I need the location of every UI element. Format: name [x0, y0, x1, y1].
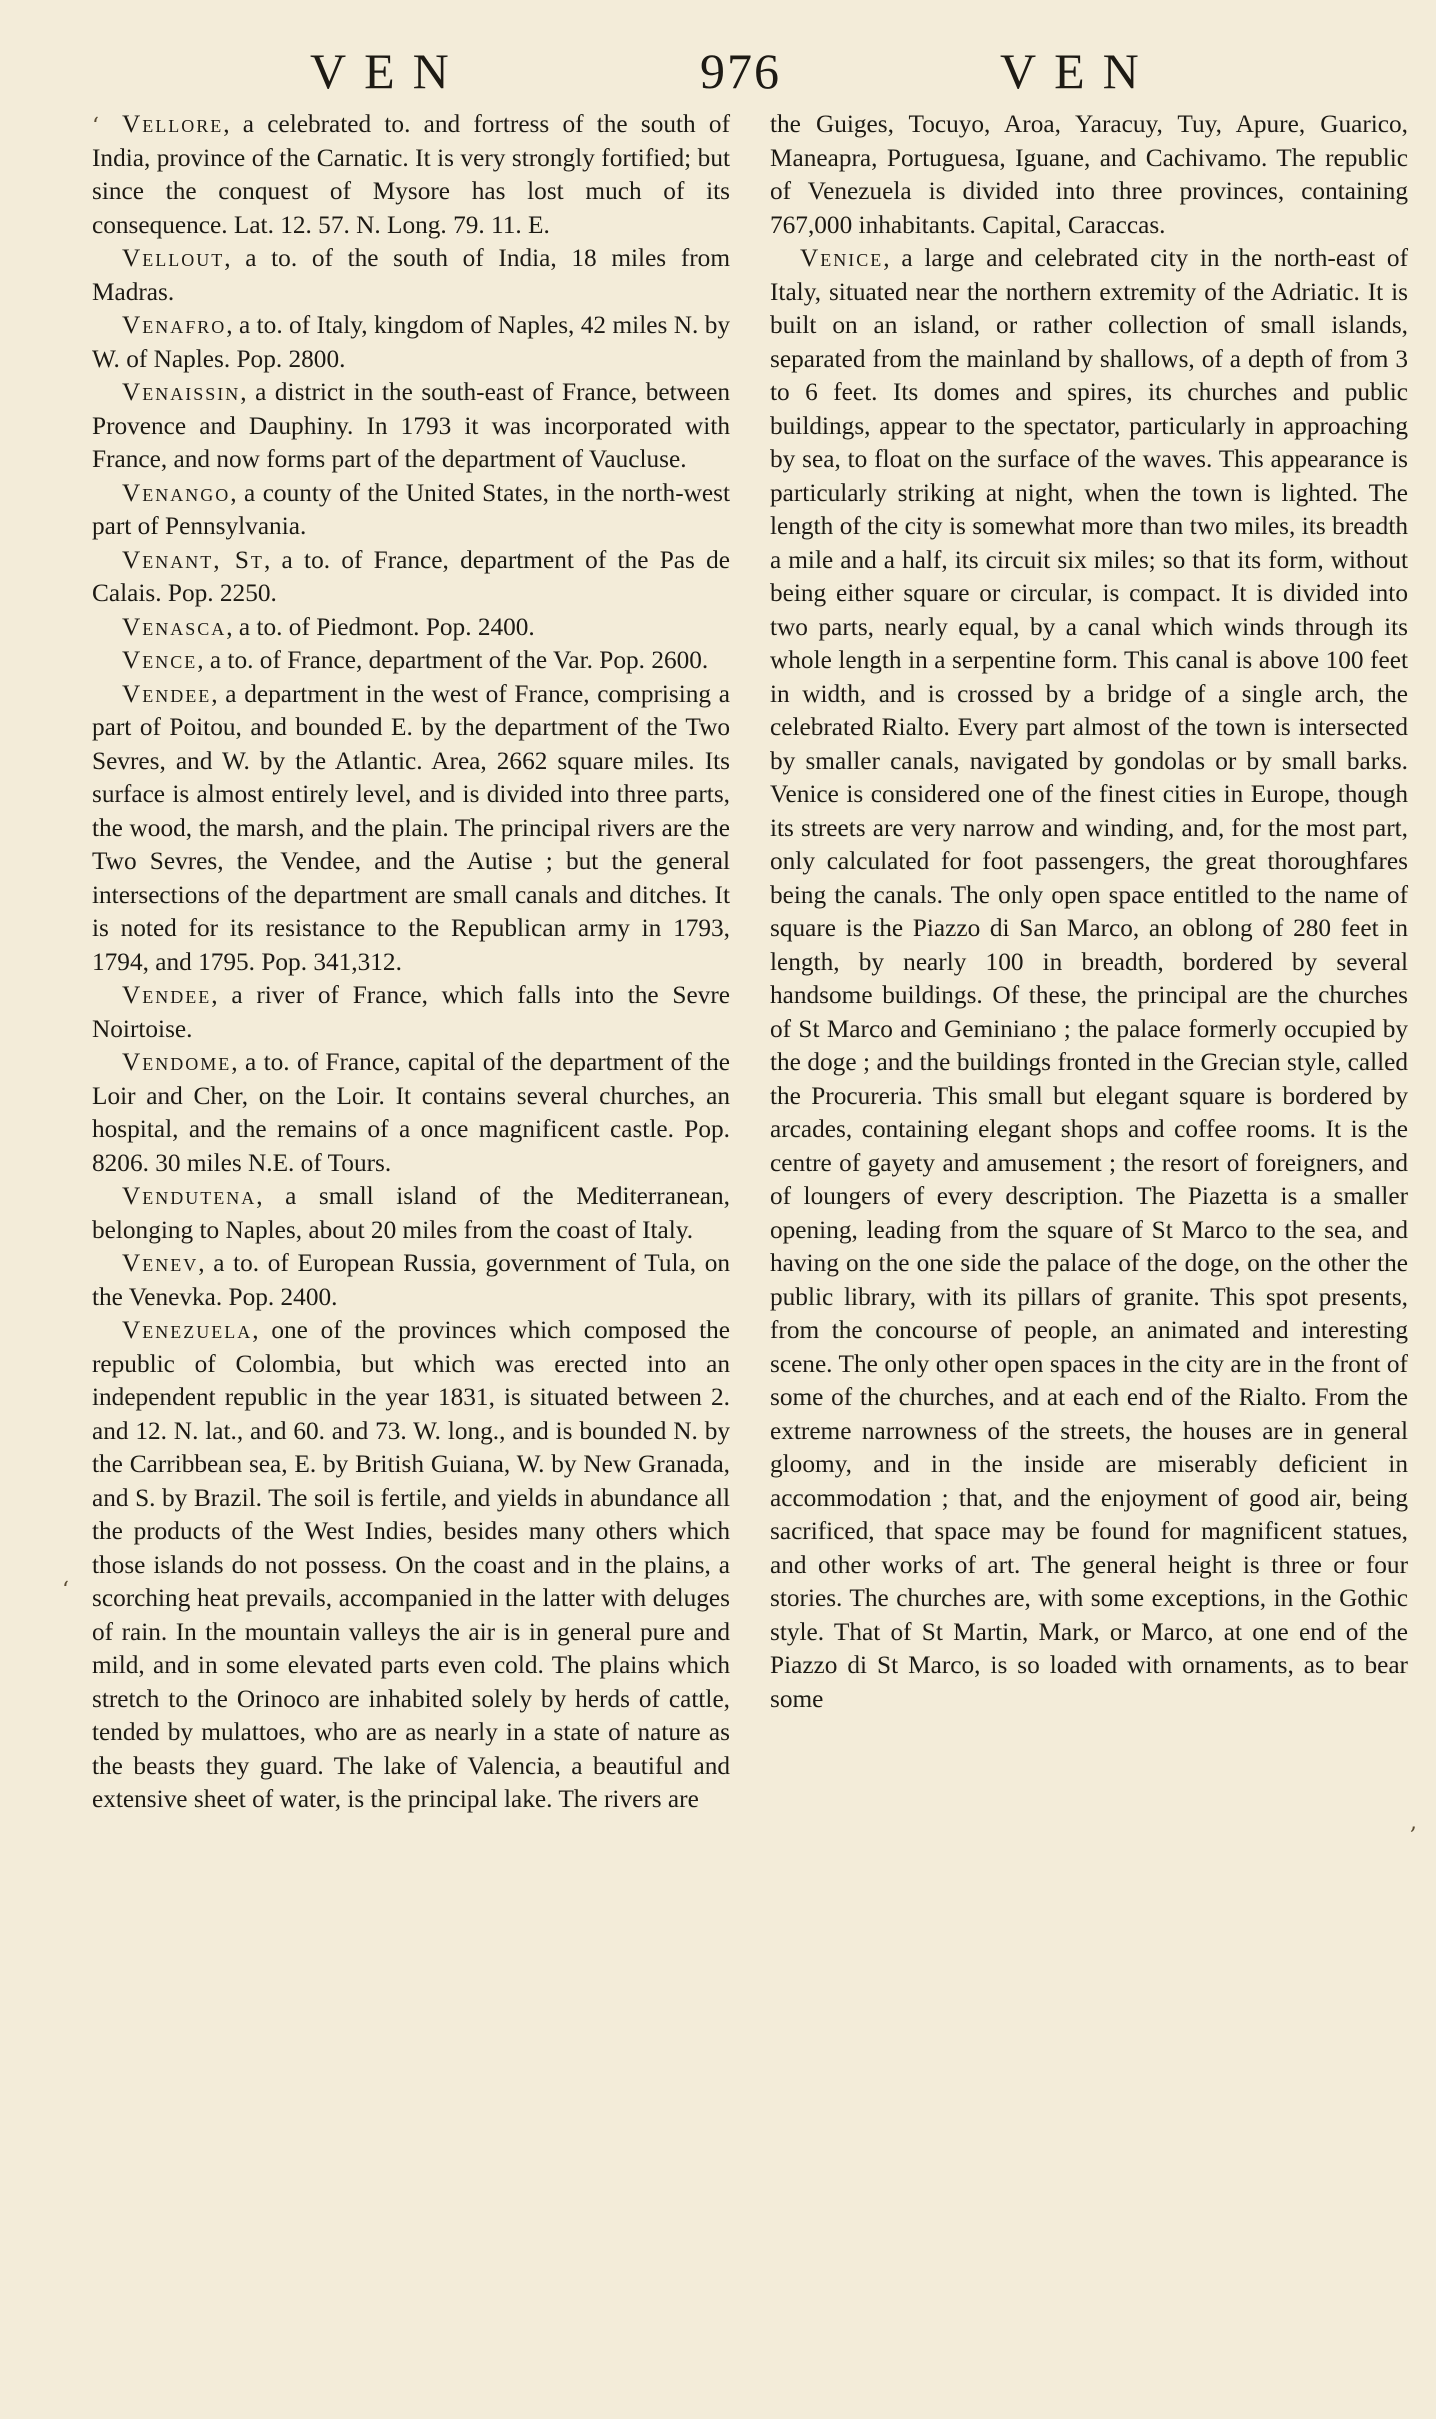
margin-mark-icon: ,: [1410, 1810, 1417, 1835]
running-header: [0, 42, 1436, 102]
entry-headword: Venice: [800, 244, 884, 272]
entry-headword: Venango: [122, 478, 231, 507]
entry: [92, 611, 730, 645]
entry-headword: Vence: [122, 646, 198, 674]
entry: [92, 309, 730, 376]
entry: [92, 1247, 730, 1314]
entry-text: , one of the provinces which composed the republic of Colombia, but which was erected into an independent republic in the year 1831, is situated between 2. and 12. N. lat., and 60. and 73. W. long., and is bounded N. by the Carribbean sea, E. by British Guiana, W. by New Granada, and S. by Brazil. The soil is fertile, and yields in abundance all the products of the West Indies, besides many others which those islands do not possess. On the coast and in the plains, a scorching heat prevails, accompanied in the latter with deluges of rain. In the mountain valleys the air is in general pure and mild, and in some elevated parts even cold. The plains which stretch to the Orinoco are inhabited solely by herds of cattle, tended by mulattoes, who are as nearly in a state of nature as the beasts they guard. The lake of Valencia, a beautiful and extensive sheet of water, is the principal lake. The rivers are: [92, 1316, 730, 1813]
header-left-word: VEN: [310, 43, 467, 99]
entry-headword: Venant, St: [122, 545, 264, 574]
entry-text: , a department in the west of France, comprising a part of Poitou, and bounded E. by the department of the Two Sevres, and W. by the Atlantic. Area, 2662 square miles. Its surface is almost entirely level, and is divided into three parts, the wood, the marsh, and the plain. The principal rivers are the Two Sevres, the Vendee, and the Autise ; but the general intersections of the department are small canals and ditches. It is noted for its resistance to the Republican army in 1793, 1794, and 1795. Pop. 341,312.: [92, 679, 730, 976]
entry-headword: Venasca: [122, 612, 227, 641]
entry: [92, 376, 730, 477]
entry-headword: Vendee: [122, 981, 212, 1009]
entry: [92, 644, 730, 678]
entry: [770, 242, 1408, 1716]
page-number: 976: [700, 43, 781, 99]
entry-text: , a county of the United States, in the north-west part of Pennsylvania.: [92, 478, 730, 540]
margin-mark-icon: ‘: [92, 114, 99, 139]
entry-text: , a small island of the Mediterranean, belonging to Naples, about 20 miles from the coast of Italy.: [92, 1182, 730, 1244]
entry-text: , a to. of France, department of the Pas de Calais. Pop. 2250.: [92, 545, 731, 607]
entry-headword: Venev: [122, 1249, 199, 1277]
header-right-word: VEN: [1000, 43, 1157, 99]
entry-text: , a to. of France, department of the Var. Pop. 2600.: [197, 646, 709, 674]
entry: [92, 678, 730, 980]
entry-headword: Venaissin: [122, 378, 241, 406]
entry-headword: Vendutena: [122, 1182, 257, 1210]
entry-text: , a large and celebrated city in the north-east of Italy, situated near the northern extremity of the Adriatic. It is built on an island, or rather collection of small islands, separated from the mainland by shallows, of a depth of from 3 to 6 feet. Its domes and spires, its churches and public buildings, appear to the spectator, particularly in approaching by sea, to float on the surface of the waves. This appearance is particularly striking at night, when the town is lighted. The length of the city is somewhat more than two miles, its breadth a mile and a half, its circuit six miles; so that its form, without being either square or circular, is compact. It is divided into two parts, nearly equal, by a canal which winds through its whole length in a serpentine form. This canal is above 100 feet in width, and is crossed by a bridge of a single arch, the celebrated Rialto. Every part almost of the town is intersected by smaller canals, navigated by gondolas or by small barks. Venice is considered one of the finest cities in Europe, though its streets are very narrow and winding, and, for the most part, only calculated for foot passengers, the great thoroughfares being the canals. The only open space entitled to the name of square is the Piazzo di San Marco, an oblong of 280 feet in length, by nearly 100 in breadth, bordered by several handsome buildings. Of these, the principal are the churches of St Marco and Geminiano ; the palace formerly occupied by the doge ; and the buildings fronted in the Grecian style, called the Procureria. This small but elegant square is bordered by arcades, containing elegant shops and coffee rooms. It is the centre of gayety and amusement ; the resort of foreigners, and of loungers of every description. The Piazetta is a smaller opening, leading from the square of St Marco to the sea, and having on the one side the palace of the doge, on the other the public library, with its pillars of granite. This spot presents, from the concourse of people, an animated and interesting scene. The only other open spaces in the city are in the front of some of the churches, and at each end of the Rialto. From the extreme narrowness of the streets, the houses are in general gloomy, and in the inside are miserably deficient in accommodation ; that, and the enjoyment of good air, being sacrificed, that space may be found for magnificent statues, and other works of art. The general height is three or four stories. The churches are, with some exceptions, in the Gothic style. That of St Martin, Mark, or Marco, at one end of the Piazzo di St Marco, is so loaded with ornaments, as to bear some: [770, 244, 1408, 1713]
entry: [92, 1180, 730, 1247]
entry: [92, 979, 730, 1046]
entry-text: , a to. of the south of India, 18 miles from Madras.: [92, 244, 730, 306]
entry-text: , a to. of Piedmont. Pop. 2400.: [226, 612, 535, 641]
entry: [92, 477, 730, 544]
entry-headword: Venafro: [122, 311, 227, 339]
margin-mark-icon: ‘: [62, 1578, 69, 1603]
entry-headword: Vellout: [122, 244, 225, 272]
entry-text: , a to. of European Russia, government of Tula, on the Venevka. Pop. 2400.: [92, 1249, 730, 1311]
entry-text: , a to. of Italy, kingdom of Naples, 42 miles N. by W. of Naples. Pop. 2800.: [92, 311, 730, 373]
entry-headword: Vendome: [122, 1048, 232, 1076]
entry-text: , a to. of France, capital of the department of the Loir and Cher, on the Loir. It contains several churches, an hospital, and the remains of a once magnificent castle. Pop. 8206. 30 miles N.E. of Tours.: [92, 1048, 730, 1177]
entry: [92, 1314, 730, 1817]
entry-continuation: the Guiges, Tocuyo, Aroa, Yaracuy, Tuy, Apure, Guarico, Maneapra, Portuguesa, Iguane, and Cachivamo. The republic of Venezuela is divided into three provinces, containing 767,000 inhabitants. Capital, Caraccas.: [770, 110, 1408, 239]
entry-headword: Vellore: [122, 110, 224, 138]
left-column: [92, 108, 730, 1817]
entry-text: , a celebrated to. and fortress of the south of India, province of the Carnatic. It is very strongly fortified; but since the conquest of Mysore has lost much of its consequence. Lat. 12. 57. N. Long. 79. 11. E.: [92, 110, 730, 239]
right-column: [770, 108, 1408, 1716]
entry-headword: Vendee: [122, 679, 212, 708]
entry: [92, 108, 730, 242]
entry-text: , a district in the south-east of France, between Provence and Dauphiny. In 1793 it was incorporated with France, and now forms part of the department of Vaucluse.: [92, 378, 730, 473]
entry-text: , a river of France, which falls into the Sevre Noirtoise.: [92, 981, 730, 1043]
entry-headword: Venezuela: [122, 1316, 253, 1344]
entry: [92, 1046, 730, 1180]
entry: [92, 242, 730, 309]
entry: [92, 544, 730, 611]
